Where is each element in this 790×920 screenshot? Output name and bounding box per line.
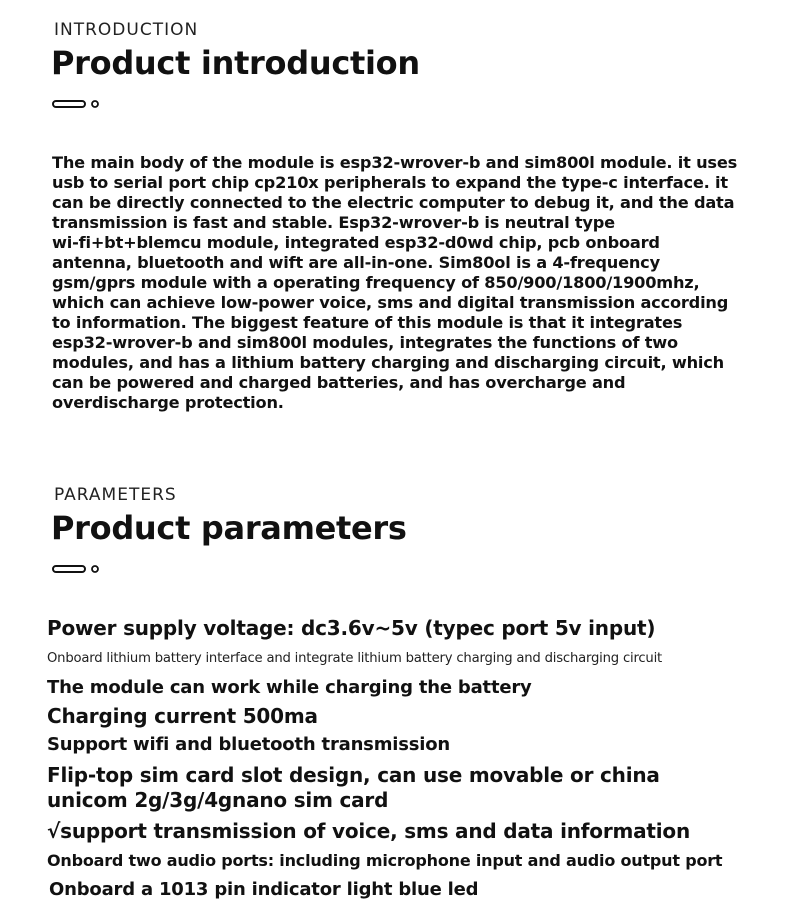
intro-line: which can achieve low-power voice, sms and digital transmission according [52,293,729,312]
parameters-tag: PARAMETERS [54,485,177,505]
param-item: Onboard a 1013 pin indicator light blue led [49,879,479,900]
intro-line: antenna, bluetooth and wift are all-in-one. Sim80ol is a 4-frequency [52,253,660,272]
intro-line: can be directly connected to the electric computer to debug it, and the data [52,193,735,212]
intro-line: modules, and has a lithium battery charging and discharging circuit, which [52,353,724,372]
param-item: The module can work while charging the battery [47,677,532,698]
intro-line: The main body of the module is esp32-wrover-b and sim800l module. it uses [52,153,738,172]
introduction-title: Product introduction [51,44,420,82]
introduction-body [52,153,764,413]
intro-line: gsm/gprs module with a operating frequency of 850/900/1800/1900mhz, [52,273,700,292]
intro-line: to information. The biggest feature of this module is that it integrates [52,313,683,332]
divider-icon [52,99,102,111]
param-item: Power supply voltage: dc3.6v~5v (typec port 5v input) [47,616,656,640]
param-item: Flip-top sim card slot design, can use movable or china [47,763,660,787]
intro-line: wi-fi+bt+blemcu module, integrated esp32-d0wd chip, pcb onboard [52,233,660,252]
intro-line: usb to serial port chip cp210x peripherals to expand the type-c interface. it [52,173,728,192]
param-item: Onboard two audio ports: including microphone input and audio output port [47,851,723,870]
param-item: Onboard lithium battery interface and integrate lithium battery charging and discharging circuit [47,651,663,666]
parameters-title: Product parameters [51,509,407,547]
introduction-tag: INTRODUCTION [54,20,199,40]
intro-line: overdischarge protection. [52,393,284,412]
param-item: Support wifi and bluetooth transmission [47,734,451,755]
param-item: √support transmission of voice, sms and data information [47,819,691,843]
param-item: Charging current 500ma [47,704,318,728]
intro-line: transmission is fast and stable. Esp32-wrover-b is neutral type [52,213,615,232]
intro-line: esp32-wrover-b and sim800l modules, integrates the functions of two [52,333,678,352]
intro-line: can be powered and charged batteries, and has overcharge and [52,373,626,392]
divider-icon [52,564,102,576]
param-item: unicom 2g/3g/4gnano sim card [47,788,389,812]
